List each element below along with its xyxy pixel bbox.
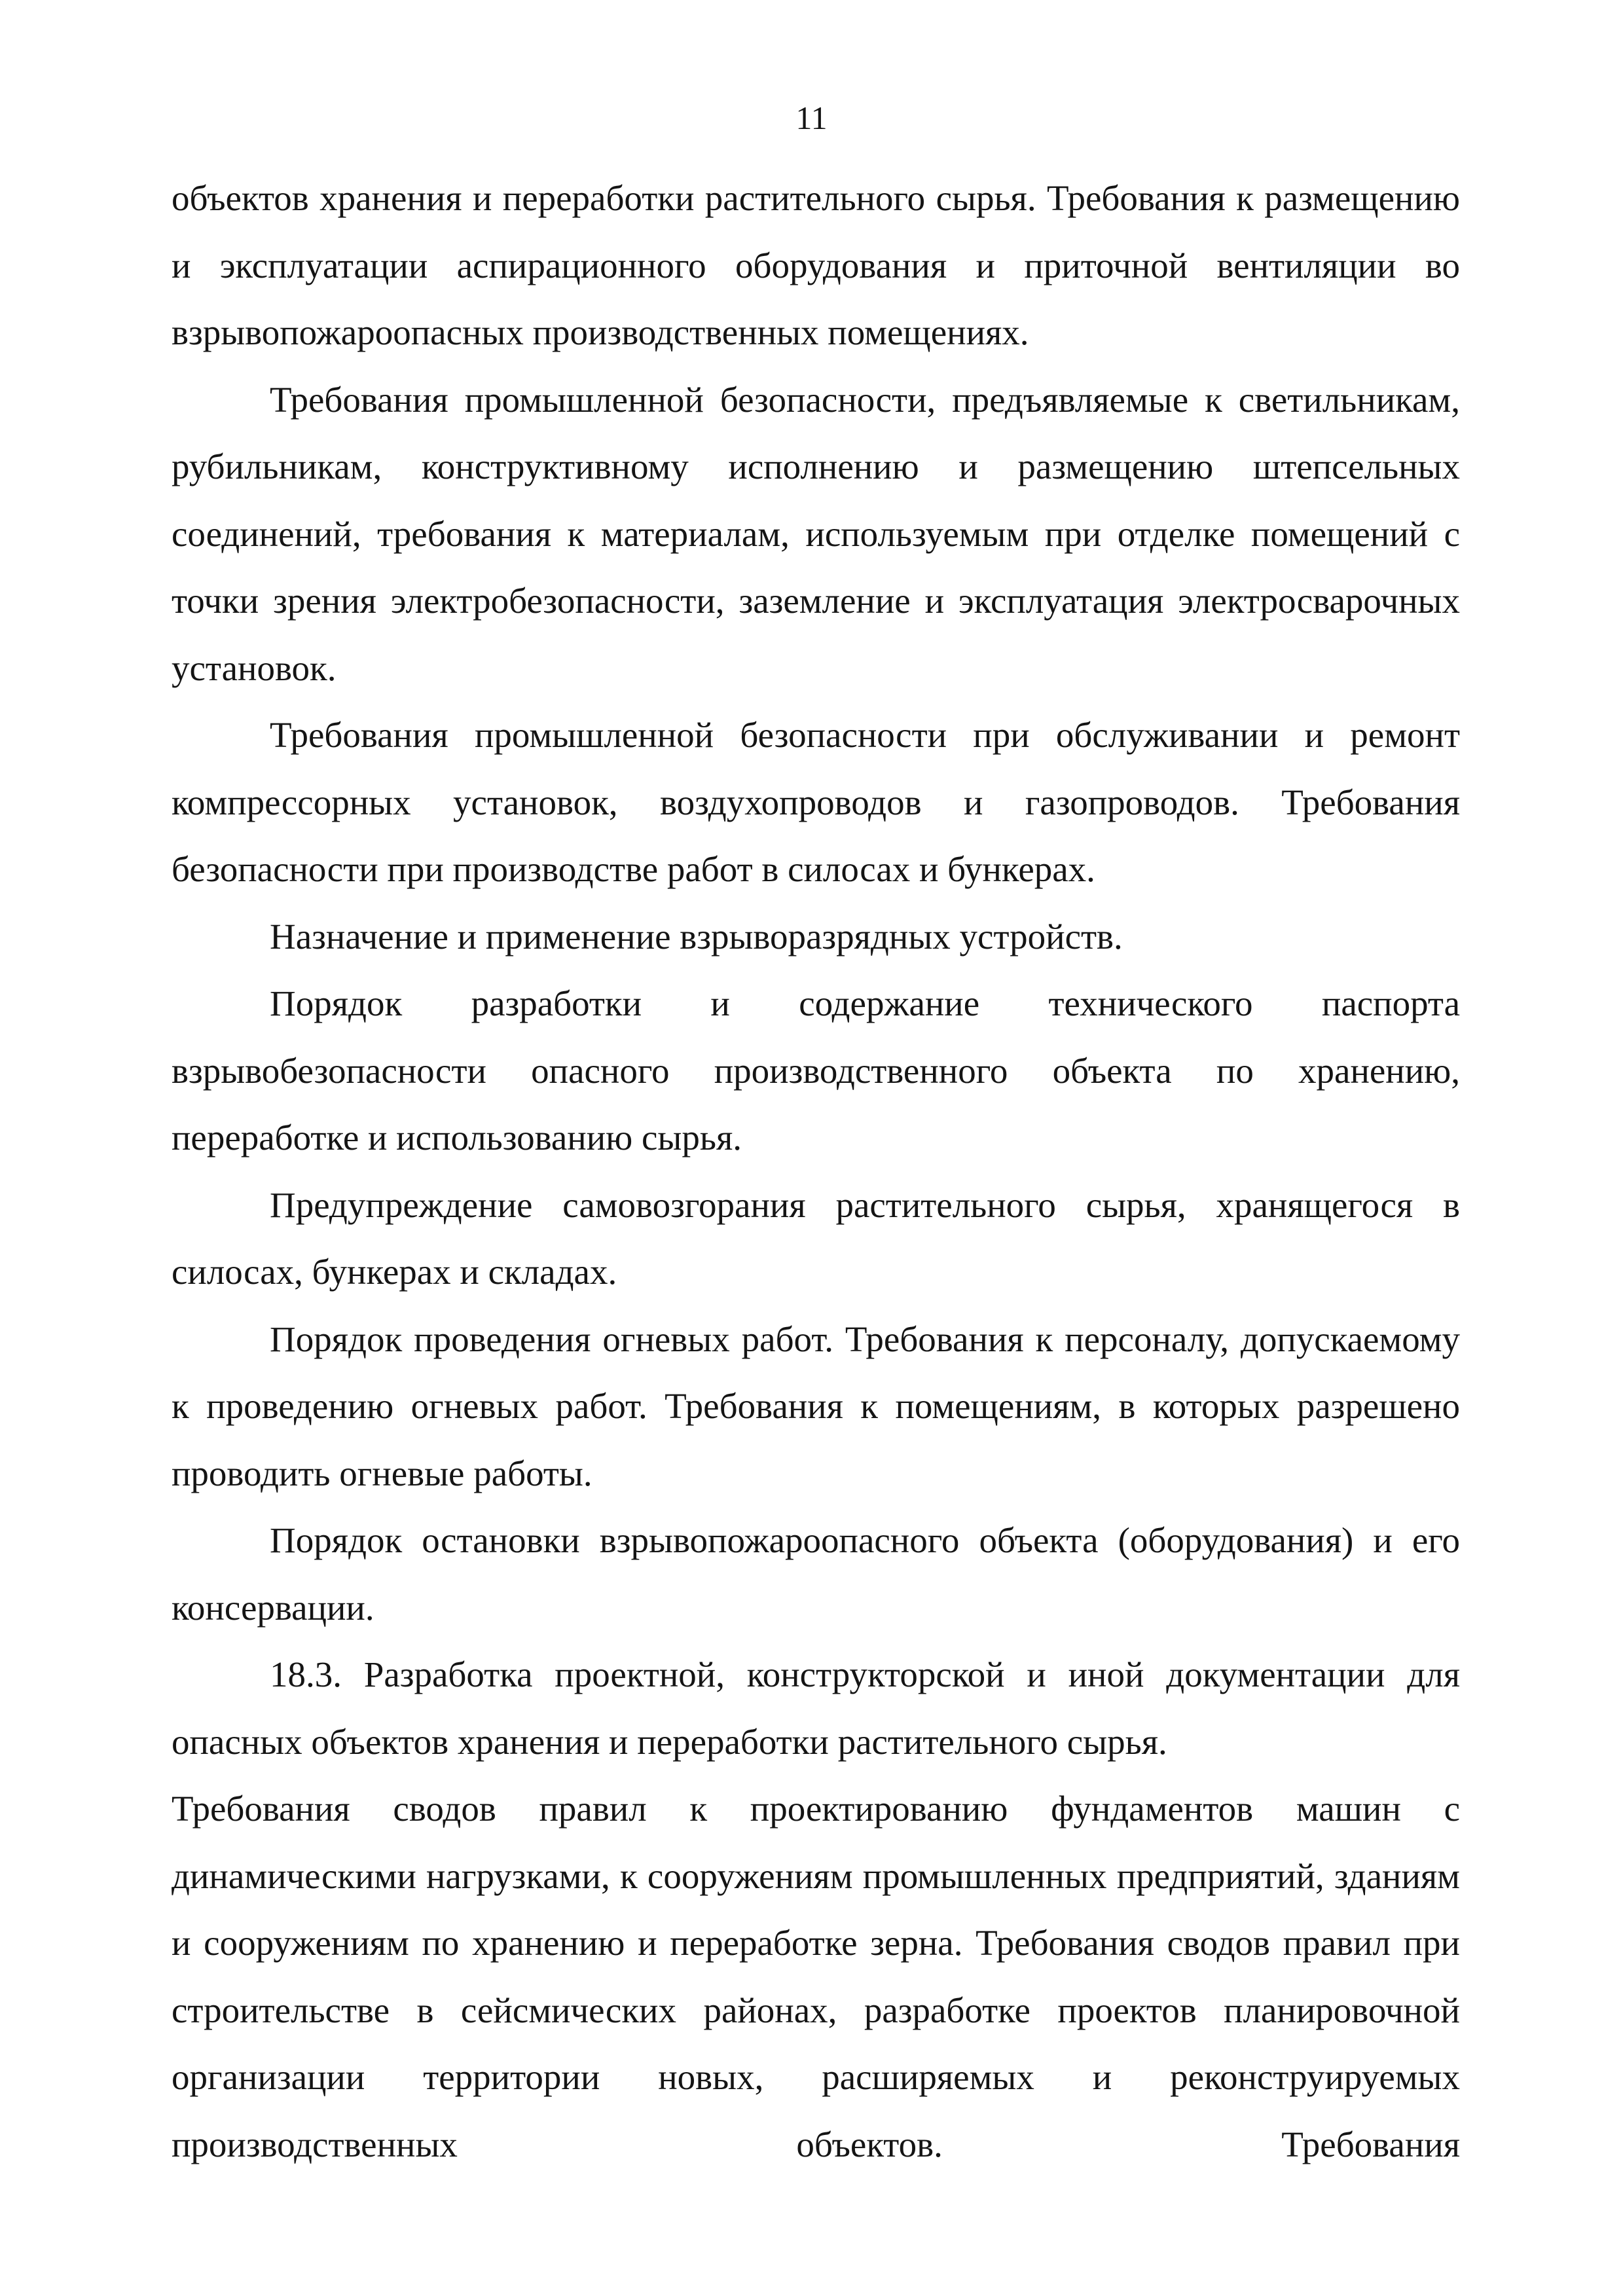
paragraph-building-codes: Требования сводов правил к проектированию фундаментов машин с динамическими нагрузками, к сооружениям промышленных предприятий, зданиям и сооружениям по хранению и переработке зерна. Требования сводов правил при строительстве в сейсмических районах, разработке проектов планировочной организации территории новых, расширяемых и реконструируемых производственных объектов. Требования bbox=[172, 1789, 1460, 2164]
paragraph-lighting-requirements: Требования промышленной безопасности, предъявляемые к светильникам, рубильникам, конструктивному исполнению и размещению штепсельных соединений, требования к материалам, используемым при отделке помещений с точки зрения электробезопасности, заземление и эксплуатация электросварочных установок. bbox=[172, 379, 1460, 688]
paragraph-continuation: объектов хранения и переработки растительного сырья. Требования к размещению и эксплуатации аспирационного оборудования и приточной вентиляции во взрывопожароопасных производственных помещениях. bbox=[172, 178, 1460, 352]
paragraph-passport: Порядок разработки и содержание технического паспорта взрывобезопасности опасного производственного объекта по хранению, переработке и использованию сырья. bbox=[172, 983, 1460, 1157]
section-heading-18-3: 18.3. Разработка проектной, конструкторской и иной документации для опасных объектов хранения и переработки растительного сырья. bbox=[172, 1654, 1460, 1762]
paragraph-shutdown: Порядок остановки взрывопожароопасного объекта (оборудования) и его консервации. bbox=[172, 1520, 1460, 1628]
document-body bbox=[172, 165, 1460, 2178]
paragraph-compressor-requirements: Требования промышленной безопасности при обслуживании и ремонт компрессорных установок, воздухопроводов и газопроводов. Требования безопасности при производстве работ в силосах и бункерах. bbox=[172, 715, 1460, 889]
paragraph-explosion-relief: Назначение и применение взрыворазрядных устройств. bbox=[270, 916, 1123, 957]
paragraph-self-ignition: Предупреждение самовозгорания растительного сырья, хранящегося в силосах, бункерах и складах. bbox=[172, 1184, 1460, 1292]
page-number: 11 bbox=[795, 100, 828, 136]
paragraph-hot-work: Порядок проведения огневых работ. Требования к персоналу, допускаемому к проведению огневых работ. Требования к помещениям, в которых разрешено проводить огневые работы. bbox=[172, 1319, 1460, 1493]
